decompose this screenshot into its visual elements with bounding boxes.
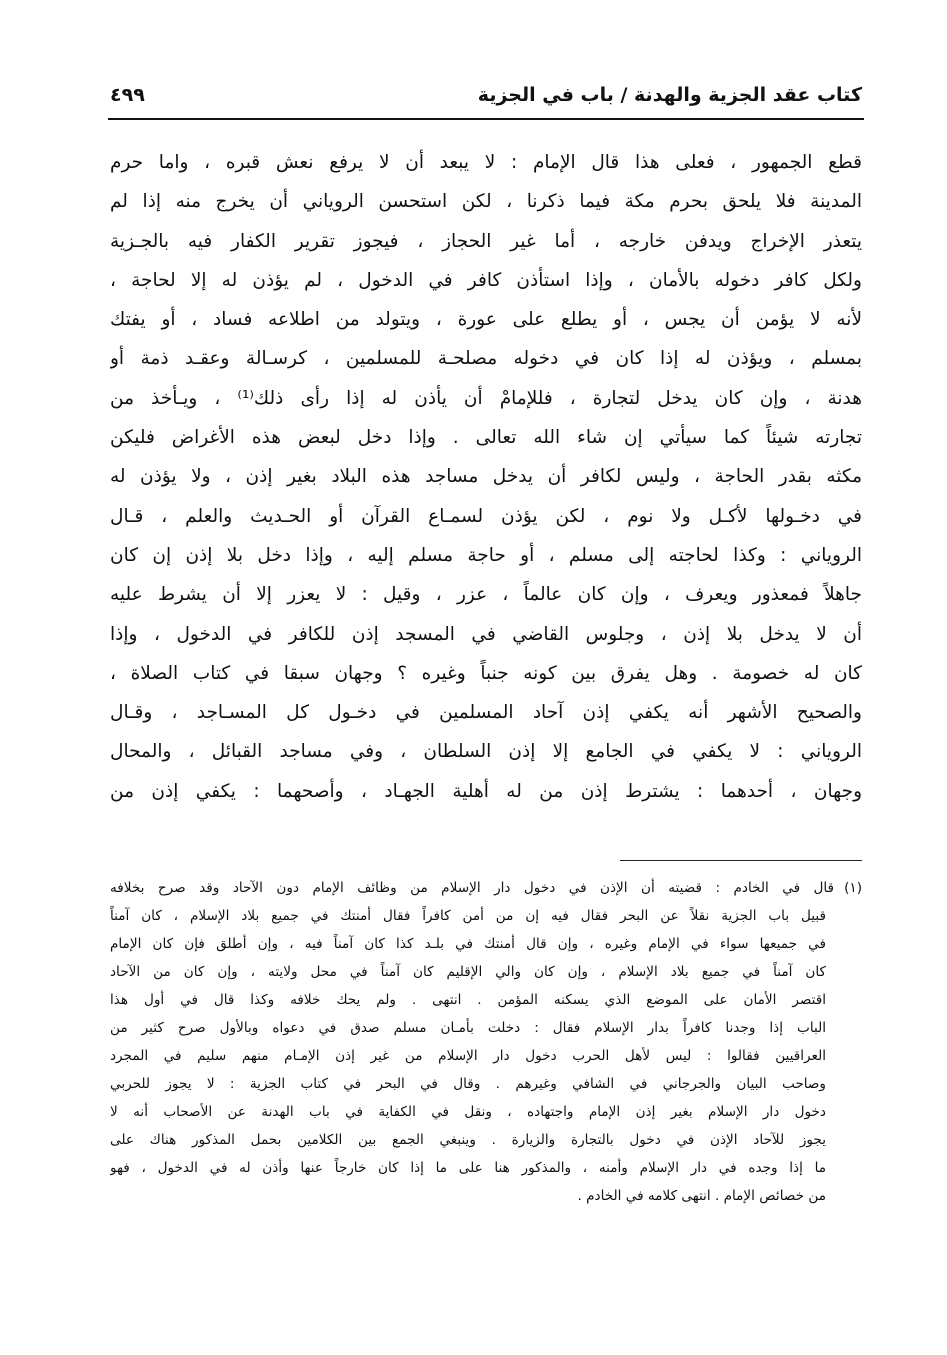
footnote-line: من خصائص الإمام . انتهى كلامه في الخادم . (577, 1188, 826, 1204)
text-line: لأنه لا يؤمن أن يجس ، أو يطلع على عورة ، ويتولد من اطلاعه فساد ، أو يفتك (110, 309, 862, 331)
text-line: يتعذر الإخراج ويدفن خارجه ، أما غير الحجاز ، فيجوز تقرير الكفار فيه بالجـزية (110, 230, 862, 252)
footnote-line: كان آمناً في جميع بلاد الإسلام ، وإن كان والي الإقليم كان آمناً في محل ولايته ، وإن كان من الآحاد (110, 964, 826, 980)
footnote-line: يجوز للآحاد الإذن في دخول بالتجارة والزيارة . وينبغي الجمع بين الكلامين بحمل المذكور هناك على (110, 1132, 826, 1148)
running-header (110, 84, 862, 114)
header-rule (108, 118, 864, 120)
footnote-rule (620, 860, 862, 861)
text-line: أن لا يدخل بلا إذن ، وجلوس القاضي في المسجد إذن للكافر في الدخول ، وإذا (110, 623, 862, 645)
text-line: المدينة فلا يلحق بحرم مكة فيما ذكرنا ، لكن استحسن الروياني أن يخرج منه إذا لم (110, 191, 862, 213)
footnote-line: دخول دار الإسلام بغير إذن الإمام واجتهاده ، ونقل في الكفاية في باب الهدنة عن الأصحاب أنه لا (110, 1104, 826, 1120)
text-line: قطع الجمهور ، فعلى هذا قال الإمام : لا يبعد أن لا يرفع نعش قبره ، واما حرم (110, 152, 862, 173)
text-line: كان له خصومة . وهل يفرق بين كونه جنباً وغيره ؟ وجهان سبقا في كتاب الصلاة ، (110, 662, 862, 684)
text-line: الروياني : لا يكفي في الجامع إلا إذن السلطان ، وفي مساجد القبائل ، والمحال (110, 741, 862, 763)
text-line: في دخـولها لأكـل ولا نوم ، لكن يؤذن لسمـاع القرآن أو الحـديث والعلم ، قـال (110, 505, 862, 527)
text-line: بمسلم ، ويؤذن له إذا كان في دخوله مصلحـة للمسلمين ، كرسـالة وعقـد ذمة أو (110, 348, 862, 370)
text-line: والصحيح الأشهر أنه يكفي إذن آحاد المسلمين في دخـول كل المسـاجد ، وقـال (110, 702, 862, 724)
text-line: مكثه بقدر الحاجة ، وليس لكافر أن يدخل مساجد هذه البلاد بغير إذن ، ولا يؤذن له (110, 466, 862, 488)
main-text (110, 143, 862, 811)
footnote-line: في جميعها سواء في الإمام وغيره ، وإن قال أمنتك في بلـد كذا كان آمناً فيه ، وإن أطلق فإن كان الإمام (110, 936, 826, 952)
footnote-line: اقتصر الأمان على الموضع الذي يسكنه المؤمن . انتهى . ولم يحك خلافه وكذا قال في أول هذا (110, 992, 826, 1008)
text-line: جاهلاً فمعذور ويعرف ، وإن كان عالماً ، عزر ، وقيل : لا يعزر إلا أن يشرط عليه (110, 584, 862, 606)
text-line: هدنة ، وإن كان يدخل لتجارة ، فللإمامْ أن يأذن له إذا رأى ذلك⁽¹⁾ ، ويـأخذ من (110, 387, 862, 409)
text-line: وجهان ، أحدهما : يشترط إذن من له أهلية الجهـاد ، وأصحهما : يكفي إذن من (110, 780, 862, 802)
footnote (110, 874, 862, 1210)
footnote-line: الباب إذا وجدنا كافراً بدار الإسلام فقال : دخلت بأمـان مسلم صدق في دعواه وبالأول صرح كثير من (110, 1020, 826, 1036)
chapter-title: كتاب عقد الجزية والهدنة / باب في الجزية (477, 84, 862, 106)
footnote-line: وصاحب البيان والجرجاني في الشافي وغيرهم . وقال في البحر في كتاب الجزية : لا يجوز للحربي (110, 1076, 826, 1092)
footnote-line: قال في الخادم : قضيته أن الإذن في دخول دار الإسلام من وظائف الإمام دون الآحاد وقد صرح بخلافه (110, 880, 835, 896)
footnote-marker: (١) (844, 880, 862, 896)
page-number: ٤٩٩ (110, 84, 145, 106)
text-line: تجارته شيئاً كما سيأتي إن شاء الله تعالى . وإذا دخل لبعض هذه الأغراض فليكن (110, 427, 862, 449)
footnote-line: قبيل باب الجزية نقلاً عن البحر فقال فيه إن من أمن كافراً فقال أمنتك في جميع بلاد الإسلام ، كان آمناً (110, 908, 826, 924)
footnote-line: ما إذا وجده في دار الإسلام وأمنه ، والمذكور هنا على ما إذا كان خارجاً عنها وأذن له في الدخول ، فهو (110, 1160, 826, 1176)
text-line: ولكل كافر دخوله بالأمان ، وإذا استأذن كافر في الدخول ، لم يؤذن له إلا لحاجة ، (110, 269, 862, 291)
text-line: الروياني : وكذا لحاجته إلى مسلم ، أو حاجة مسلم إليه ، وإذا دخل بلا إذن إن كان (110, 544, 862, 566)
footnote-line: العراقيين فقالوا : ليس لأهل الحرب دخول دار الإسلام من غير إذن الإمـام منهم سليم في المجرد (110, 1048, 826, 1064)
